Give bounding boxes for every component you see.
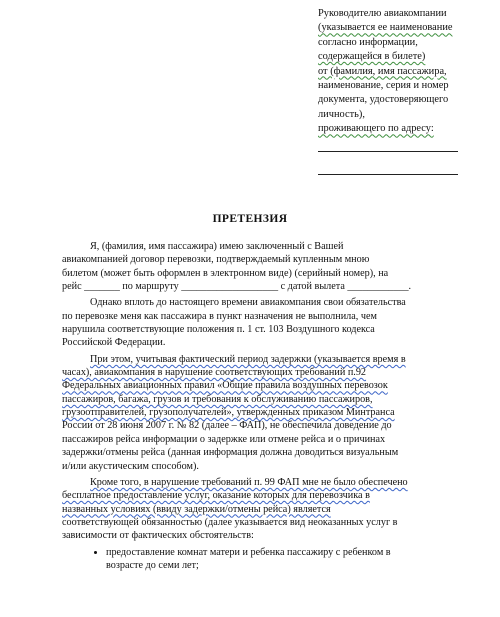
addressee-block: [318, 7, 496, 175]
text-line: часах), авиакомпания в нарушение соответствующих требований п.92: [62, 367, 367, 379]
text-line: нарушила соответствующие положения п. 1 ст. 103 Воздушного кодекса: [62, 324, 375, 336]
addressee-line: личность),: [318, 108, 365, 120]
paragraph-delay: [62, 353, 494, 473]
text-line: билетом (может быть оформлен в электронном виде) (серийный номер), на: [62, 267, 389, 279]
list-item: [106, 546, 494, 573]
document-body: [62, 240, 494, 572]
addressee-line: Руководителю авиакомпании: [318, 8, 447, 19]
text-line: При этом, учитывая фактический период задержки (указывается время в: [90, 353, 406, 365]
addressee-line: содержащейся в билете): [318, 51, 426, 63]
text-line: рейс _______ по маршруту ___________________ с датой вылета ____________.: [62, 281, 412, 293]
text-line: зависимости от фактических обстоятельств:: [62, 530, 254, 542]
document-title: ПРЕТЕНЗИЯ: [212, 213, 288, 225]
text-line: по перевозке меня как пассажира в пункт назначения не выполнила, чем: [62, 310, 377, 322]
text-line: пассажиров рейса информации о задержке или отмене рейса и о причинах: [62, 433, 386, 445]
text-line: возрасте до семи лет;: [106, 559, 199, 571]
text-line: соответствующей обязанностью (далее указывается вид неоказанных услуг в: [62, 516, 398, 528]
text-line: пассажиров, багажа, грузов и требования к обслуживанию пассажиров,: [62, 393, 373, 405]
text-line: России от 28 июня 2007 г. № 82 (далее – ФАП), не обеспечила доведение до: [62, 420, 392, 432]
addressee-line: (указывается ее наименование: [318, 22, 453, 34]
text-line: грузоотправителей, грузополучателей», утвержденных приказом Минтранса: [62, 407, 395, 419]
paragraph-breach: [62, 296, 494, 349]
addressee-line: от (фамилия, имя пассажира,: [318, 65, 447, 77]
addressee-line: документа, удостоверяющего: [318, 94, 449, 106]
address-blank-line: [318, 160, 458, 175]
services-list: [62, 546, 494, 573]
text-line: Кроме того, в нарушение требований п. 99 ФАП мне не было обеспечено: [90, 476, 408, 488]
text-line: авиакомпанией договор перевозки, подтверждаемый купленным мною: [62, 254, 370, 266]
address-blank-line: [318, 137, 458, 152]
text-line: Однако вплоть до настоящего времени авиакомпания свои обязательства: [90, 297, 406, 309]
text-line: бесплатное предоставление услуг, оказание которых для перевозчика в: [62, 490, 370, 502]
addressee-line: наименование, серия и номер: [318, 80, 449, 92]
text-line: • предоставление комнат матери и ребенка пассажиру с ребенком в: [106, 546, 391, 558]
text-line: Федеральных авиационных правил «Общие правила воздушных перевозок: [62, 380, 388, 392]
paragraph-contract: [62, 240, 494, 293]
text-line: Российской Федерации.: [62, 337, 166, 349]
text-line: названных условиях (ввиду задержки/отмены рейса) является: [62, 503, 331, 515]
text-line: и/или акустическим способом).: [62, 460, 199, 472]
text-line: Я, (фамилия, имя пассажира) имею заключенный с Вашей: [90, 241, 344, 252]
addressee-line: проживающего по адресу:: [318, 123, 434, 135]
text-line: задержки/отмены рейса (данная информация должна доводиться визуальным: [62, 447, 399, 459]
paragraph-services: [62, 476, 494, 543]
addressee-line: согласно информации,: [318, 36, 418, 48]
